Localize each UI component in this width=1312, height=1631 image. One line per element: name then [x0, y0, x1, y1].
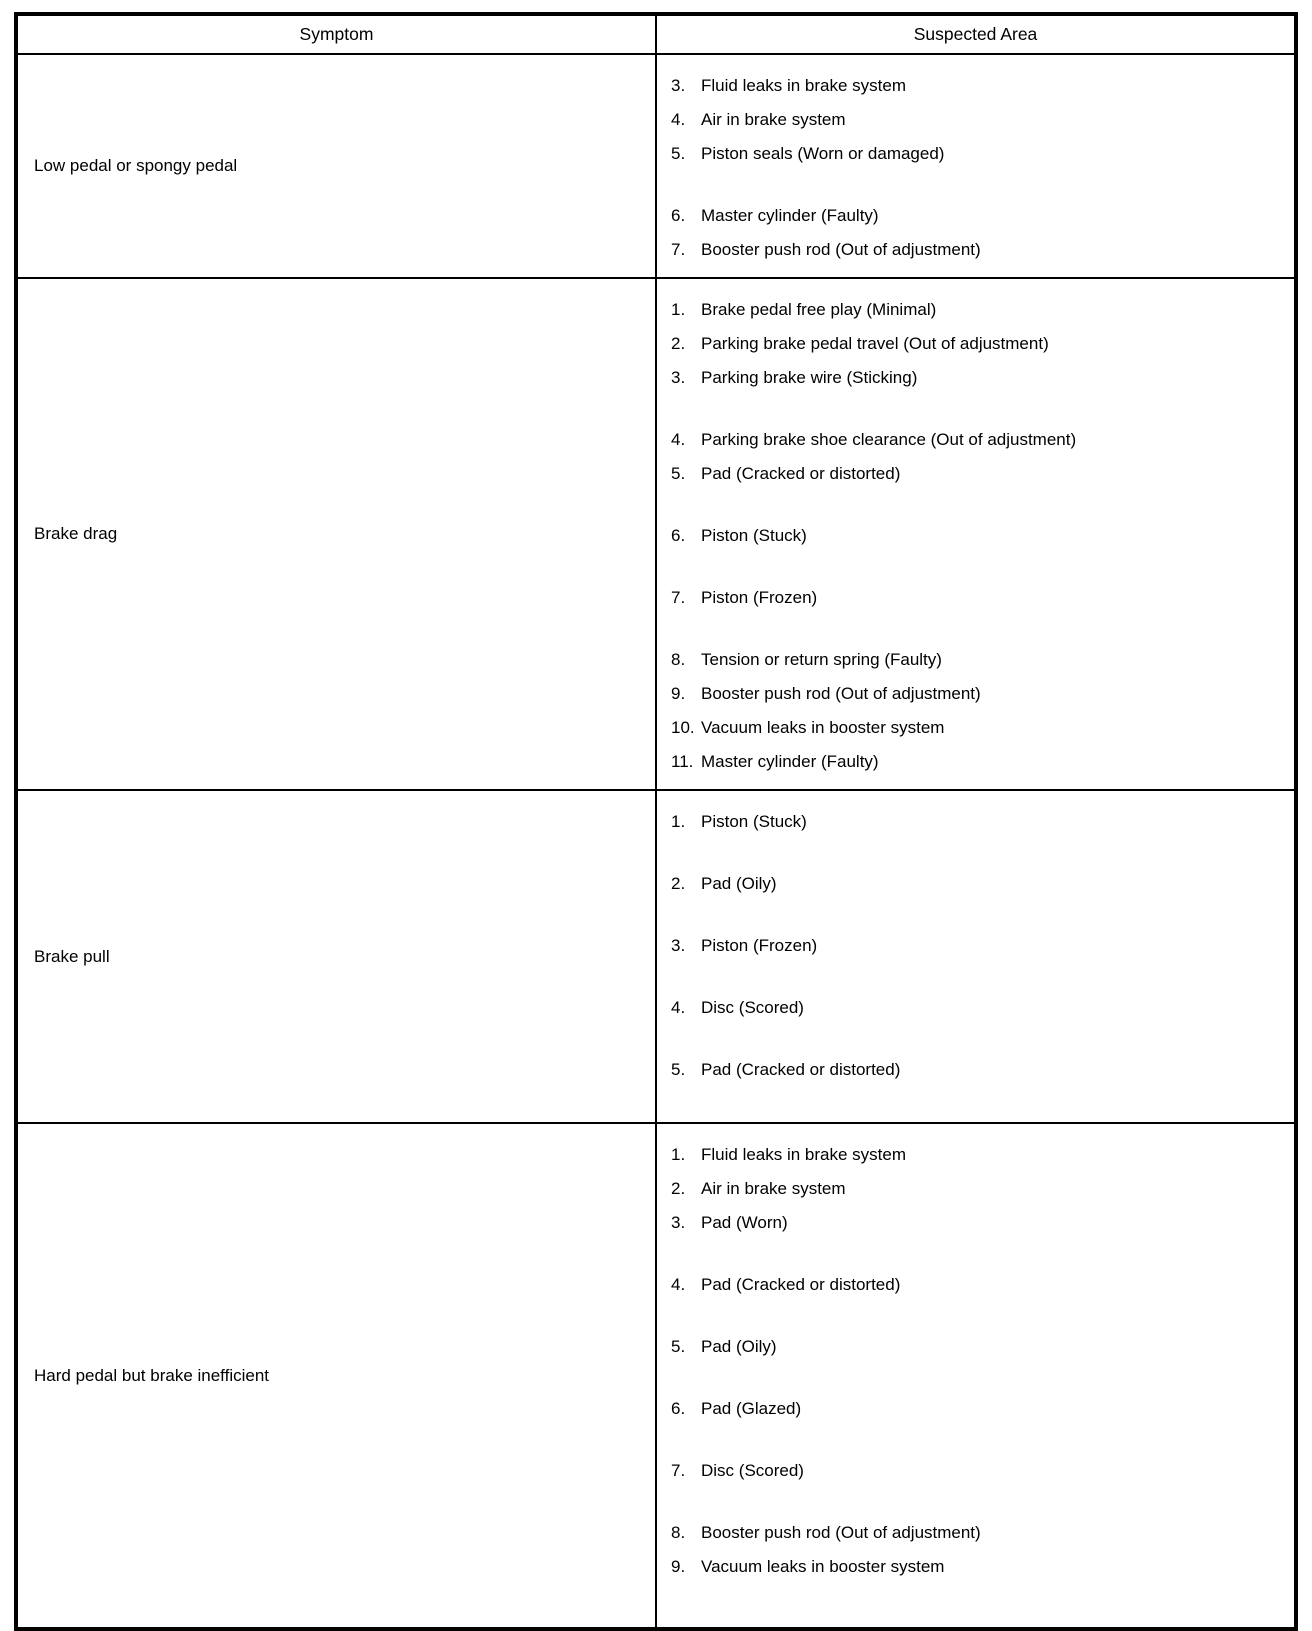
- suspected-area-item: [671, 1268, 1286, 1302]
- suspected-area-item: [671, 867, 1286, 901]
- area-item-text: Pad (Cracked or distorted): [701, 464, 901, 483]
- area-item-text: Pad (Worn): [701, 1213, 788, 1232]
- area-item-text: Piston (Frozen): [701, 936, 818, 955]
- suspected-area-item: [671, 805, 1286, 839]
- area-item-text: Parking brake pedal travel (Out of adjustment): [701, 334, 1049, 353]
- suspected-area-item: [671, 643, 1286, 677]
- suspected-area-cell: [656, 1123, 1296, 1629]
- area-item-number: 5.: [671, 1060, 686, 1079]
- area-item-text: Pad (Glazed): [701, 1399, 802, 1418]
- area-item-number: 9.: [671, 1557, 686, 1576]
- area-item-number: 3.: [671, 368, 686, 387]
- area-item-number: 4.: [671, 110, 686, 129]
- symptom-label: Brake pull: [34, 946, 110, 966]
- area-item-text: Piston (Stuck): [701, 526, 807, 545]
- area-item-text: Piston (Frozen): [701, 588, 818, 607]
- area-item-number: 4.: [671, 1275, 686, 1294]
- suspected-area-cell: [656, 54, 1296, 278]
- area-item-text: Vacuum leaks in booster system: [701, 718, 945, 737]
- area-item-text: Tension or return spring (Faulty): [701, 650, 942, 669]
- suspected-area-item: [671, 361, 1286, 395]
- suspected-area-item: [671, 137, 1286, 171]
- area-item-number: 2.: [671, 334, 686, 353]
- suspected-area-item: [671, 1138, 1286, 1172]
- area-item-text: Parking brake shoe clearance (Out of adjustment): [701, 430, 1077, 449]
- symptom-label: Brake drag: [34, 524, 118, 543]
- suspected-area-item: [671, 1053, 1286, 1087]
- suspected-area-item: [671, 293, 1286, 327]
- suspected-area-item: [671, 69, 1286, 103]
- header-row: [16, 14, 1296, 54]
- area-item-number: 4.: [671, 430, 686, 449]
- area-item-text: Master cylinder (Faulty): [701, 752, 879, 771]
- suspected-area-item: [671, 457, 1286, 491]
- suspected-area-item: [671, 991, 1286, 1025]
- area-item-number: 2.: [671, 1179, 686, 1198]
- area-item-text: Master cylinder (Faulty): [701, 206, 879, 225]
- area-item-text: Pad (Cracked or distorted): [701, 1275, 901, 1294]
- suspected-area-item: [671, 1330, 1286, 1364]
- symptom-cell: [16, 790, 656, 1123]
- suspected-area-item: [671, 233, 1286, 267]
- suspected-area-item: [671, 581, 1286, 615]
- area-item-number: 1.: [671, 812, 686, 831]
- area-item-text: Fluid leaks in brake system: [701, 76, 907, 95]
- suspected-area-item: [671, 1392, 1286, 1426]
- area-item-text: Vacuum leaks in booster system: [701, 1557, 945, 1576]
- area-item-text: Parking brake wire (Sticking): [701, 368, 918, 387]
- area-item-number: 7.: [671, 240, 686, 259]
- area-item-text: Disc (Scored): [701, 1461, 804, 1480]
- area-item-number: 7.: [671, 1461, 686, 1480]
- suspected-area-cell: [656, 278, 1296, 790]
- symptom-cell: [16, 54, 656, 278]
- area-item-number: 5.: [671, 1337, 686, 1356]
- suspected-area-item: [671, 1550, 1286, 1584]
- area-item-text: Piston (Stuck): [701, 812, 807, 831]
- symptom-column-header: Symptom: [16, 14, 656, 54]
- suspected-area-item: [671, 199, 1286, 233]
- symptom-cell: [16, 1123, 656, 1629]
- suspected-area-item: [671, 519, 1286, 553]
- suspected-area-item: [671, 327, 1286, 361]
- area-item-number: 2.: [671, 874, 686, 893]
- area-item-number: 6.: [671, 1399, 686, 1418]
- area-item-text: Air in brake system: [701, 1179, 846, 1198]
- area-item-text: Booster push rod (Out of adjustment): [701, 1523, 981, 1542]
- area-item-text: Brake pedal free play (Minimal): [701, 300, 937, 319]
- suspected-area-column-header: Suspected Area: [656, 14, 1296, 54]
- area-item-text: Pad (Cracked or distorted): [701, 1060, 901, 1079]
- symptom-label: Low pedal or spongy pedal: [34, 156, 238, 175]
- table-header: [16, 14, 1296, 54]
- suspected-area-item: [671, 929, 1286, 963]
- suspected-area-item: [671, 677, 1286, 711]
- suspected-area-item: [671, 745, 1286, 779]
- table-row: [16, 278, 1296, 790]
- troubleshooting-table: [14, 12, 1298, 1631]
- area-item-text: Air in brake system: [701, 110, 846, 129]
- area-item-number: 6.: [671, 206, 686, 225]
- table-row: [16, 790, 1296, 1123]
- suspected-area-item: [671, 103, 1286, 137]
- area-item-number: 6.: [671, 526, 686, 545]
- area-item-text: Booster push rod (Out of adjustment): [701, 684, 981, 703]
- area-item-number: 5.: [671, 144, 686, 163]
- area-item-number: 3.: [671, 76, 686, 95]
- area-item-number: 10.: [671, 718, 695, 737]
- area-item-number: 3.: [671, 1213, 686, 1232]
- area-item-text: Pad (Oily): [701, 874, 777, 893]
- area-item-text: Piston seals (Worn or damaged): [701, 144, 945, 163]
- area-item-number: 3.: [671, 936, 686, 955]
- symptom-label: Hard pedal but brake inefficient: [34, 1365, 270, 1385]
- table-row: [16, 1123, 1296, 1629]
- suspected-area-item: [671, 1454, 1286, 1488]
- suspected-area-cell: [656, 790, 1296, 1123]
- area-item-number: 8.: [671, 1523, 686, 1542]
- suspected-area-item: [671, 423, 1286, 457]
- area-item-number: 5.: [671, 464, 686, 483]
- area-item-number: 8.: [671, 650, 686, 669]
- symptom-cell: [16, 278, 656, 790]
- area-item-text: Pad (Oily): [701, 1337, 777, 1356]
- area-item-number: 9.: [671, 684, 686, 703]
- suspected-area-item: [671, 711, 1286, 745]
- area-item-text: Booster push rod (Out of adjustment): [701, 240, 981, 259]
- suspected-area-item: [671, 1516, 1286, 1550]
- table-row: [16, 54, 1296, 278]
- area-item-text: Fluid leaks in brake system: [701, 1145, 907, 1164]
- area-item-number: 7.: [671, 588, 686, 607]
- suspected-area-item: [671, 1206, 1286, 1240]
- area-item-number: 1.: [671, 1145, 686, 1164]
- area-item-text: Disc (Scored): [701, 998, 804, 1017]
- suspected-area-item: [671, 1172, 1286, 1206]
- area-item-number: 4.: [671, 998, 686, 1017]
- area-item-number: 11.: [671, 752, 694, 771]
- area-item-number: 1.: [671, 300, 686, 319]
- table-body: [16, 54, 1296, 1629]
